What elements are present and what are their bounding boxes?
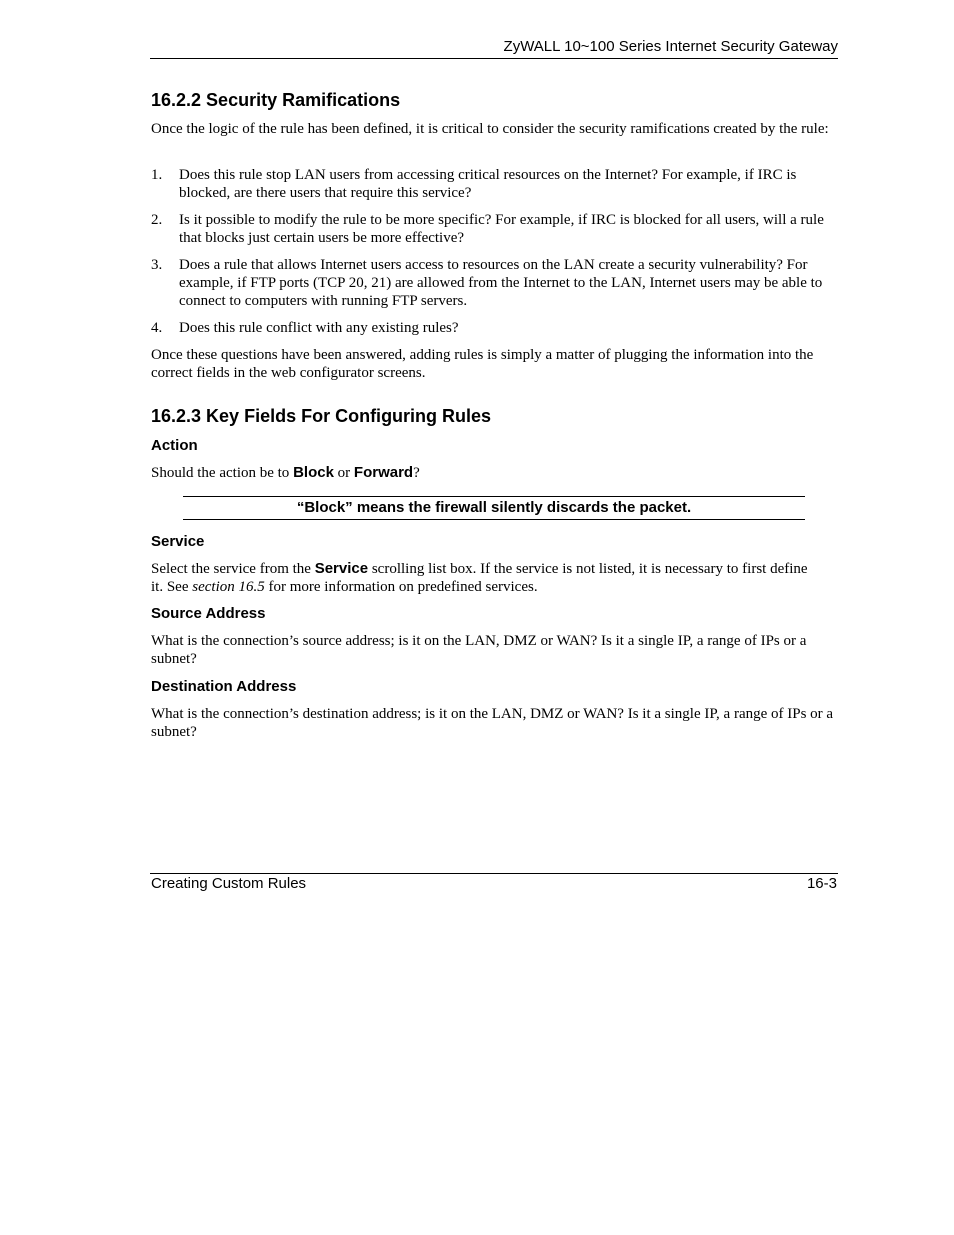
list-item-text: Does this rule stop LAN users from accessing critical resources on the Internet? For example, if IRC is blocked, are there users that require this service?: [179, 167, 797, 201]
note-box: “Block” means the firewall silently discards the packet.: [183, 496, 805, 520]
footer-page-number: 16-3: [806, 875, 837, 892]
service-paragraph: [151, 560, 837, 596]
footer-chapter-title: Creating Custom Rules: [151, 875, 307, 892]
service-see-text: it. See: [151, 579, 193, 595]
heading-security-ramifications: 16.2.2 Security Ramifications: [151, 90, 401, 110]
action-text-after: ?: [413, 465, 420, 481]
list-item-number: 2.: [151, 212, 163, 228]
header-divider: [150, 58, 838, 59]
action-block-term: Block: [293, 464, 334, 481]
footer-divider: [150, 873, 838, 874]
service-term: Service: [314, 560, 369, 577]
action-text-or: or: [333, 465, 354, 481]
heading-destination-address: Destination Address: [151, 678, 297, 695]
heading-action: Action: [151, 437, 198, 454]
destination-address-paragraph: What is the connection’s destination address; is it on the LAN, DMZ or WAN? Is it a single IP, a range of IPs or a subnet?: [151, 706, 834, 740]
running-header: ZyWALL 10~100 Series Internet Security Gateway: [503, 38, 838, 55]
heading-service: Service: [151, 533, 205, 550]
service-text-before: Select the service from the: [151, 561, 315, 577]
heading-key-fields: 16.2.3 Key Fields For Configuring Rules: [151, 406, 492, 426]
service-line2-after: for more information on predefined services.: [264, 579, 538, 595]
list-item-number: 1.: [151, 167, 163, 183]
list-item-text: Does this rule conflict with any existing rules?: [179, 320, 459, 336]
action-text-before: Should the action be to: [151, 465, 294, 481]
list-item-text: Is it possible to modify the rule to be more specific? For example, if IRC is blocked for all users, will a rule that blocks just certain users be more effective?: [179, 212, 824, 246]
section-reference-link: section 16.5: [192, 579, 265, 595]
security-intro-paragraph: Once the logic of the rule has been defined, it is critical to consider the security ramifications created by the rule:: [151, 121, 829, 137]
heading-source-address: Source Address: [151, 605, 266, 622]
list-item-text: Does a rule that allows Internet users access to resources on the LAN create a security vulnerability? For example, if FTP ports (TCP 20, 21) are allowed from the Internet to the LAN, Internet users may be able to connect to computers with running FTP servers.: [179, 257, 823, 309]
action-paragraph: [151, 464, 837, 482]
list-item-number: 4.: [151, 320, 163, 336]
list-item-number: 3.: [151, 257, 163, 273]
action-forward-term: Forward: [353, 464, 414, 481]
security-outro-paragraph: Once these questions have been answered, adding rules is simply a matter of plugging the information into the correct fields in the web configurator screens.: [151, 347, 814, 381]
service-text-after: scrolling list box. If the service is not listed, it is necessary to first define: [368, 561, 808, 577]
source-address-paragraph: What is the connection’s source address; is it on the LAN, DMZ or WAN? Is it a single IP, a range of IPs or a subnet?: [151, 633, 807, 667]
